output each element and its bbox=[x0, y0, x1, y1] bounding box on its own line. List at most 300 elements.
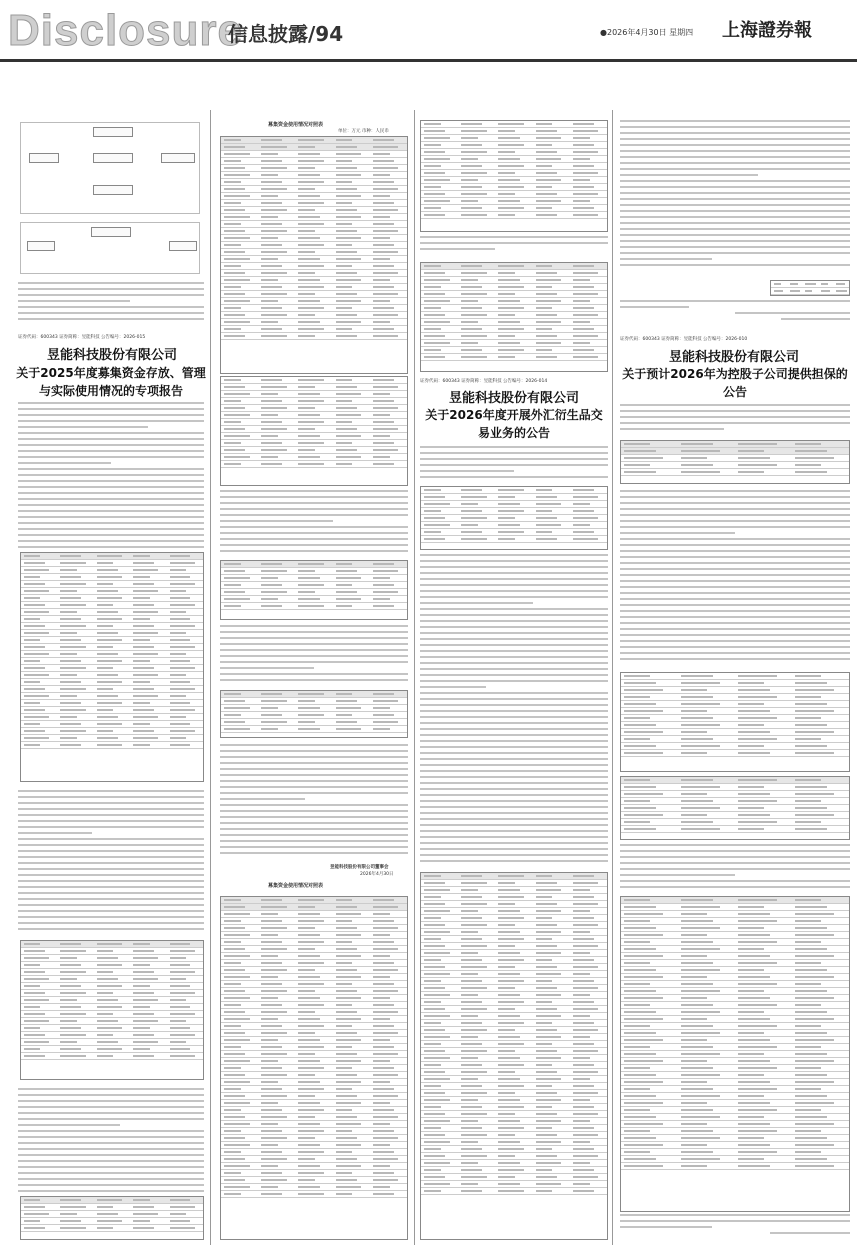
table-cell bbox=[224, 265, 241, 267]
table-cell bbox=[738, 738, 777, 740]
table-cell bbox=[536, 286, 553, 288]
table-cell bbox=[224, 1074, 245, 1076]
table-cell bbox=[133, 688, 154, 690]
table-cell bbox=[536, 910, 562, 912]
table-cell bbox=[298, 400, 324, 402]
table-cell bbox=[624, 689, 663, 691]
table-cell bbox=[261, 188, 287, 190]
table-cell bbox=[573, 517, 599, 519]
table-cell bbox=[536, 510, 553, 512]
table-cell bbox=[373, 1067, 394, 1069]
table-cell bbox=[336, 1144, 362, 1146]
table-cell bbox=[298, 983, 324, 985]
table-cell bbox=[424, 1001, 441, 1003]
table-cell bbox=[498, 1071, 515, 1073]
table-cell bbox=[261, 714, 282, 716]
table-cell bbox=[133, 1206, 154, 1208]
table-cell bbox=[97, 985, 122, 987]
table-cell bbox=[536, 1015, 562, 1017]
table-cell bbox=[573, 1113, 599, 1115]
table-cell bbox=[536, 130, 557, 132]
table-cell bbox=[573, 1064, 594, 1066]
table-cell bbox=[60, 681, 81, 683]
table-cell bbox=[298, 1067, 324, 1069]
table-cell bbox=[24, 1034, 45, 1036]
table-cell bbox=[97, 709, 113, 711]
diagram-node bbox=[27, 241, 55, 251]
table-cell bbox=[60, 618, 81, 620]
table-cell bbox=[738, 948, 764, 950]
table-cell bbox=[424, 1036, 450, 1038]
body-text bbox=[620, 300, 850, 336]
table-cell bbox=[336, 1102, 362, 1104]
table-cell bbox=[261, 707, 278, 709]
table-cell bbox=[224, 314, 245, 316]
table-cell bbox=[624, 941, 650, 943]
table-cell bbox=[573, 896, 594, 898]
table-cell bbox=[24, 611, 49, 613]
table-cell bbox=[624, 731, 663, 733]
table-cell bbox=[133, 964, 149, 966]
body-text bbox=[220, 744, 408, 860]
table-cell bbox=[336, 414, 362, 416]
table-cell bbox=[681, 786, 720, 788]
table-cell bbox=[133, 1055, 154, 1057]
table-cell bbox=[261, 442, 282, 444]
table-cell bbox=[261, 1109, 282, 1111]
table-cell bbox=[170, 1027, 191, 1029]
table-cell bbox=[795, 1011, 827, 1013]
table-cell bbox=[336, 230, 357, 232]
table-cell bbox=[795, 927, 827, 929]
table-cell bbox=[681, 450, 720, 452]
table-cell bbox=[261, 598, 278, 600]
table-cell bbox=[424, 1022, 441, 1024]
table-cell bbox=[336, 1109, 353, 1111]
table-cell bbox=[738, 962, 777, 964]
table-cell bbox=[170, 618, 191, 620]
table-cell bbox=[60, 632, 76, 634]
table-cell bbox=[795, 976, 834, 978]
table-cell bbox=[498, 1162, 519, 1164]
table-cell bbox=[461, 328, 482, 330]
table-cell bbox=[424, 896, 441, 898]
table-cell bbox=[170, 999, 186, 1001]
table-cell bbox=[795, 913, 834, 915]
table-cell bbox=[681, 1088, 713, 1090]
table-cell bbox=[461, 931, 478, 933]
table-cell bbox=[373, 1004, 394, 1006]
table-cell bbox=[336, 244, 353, 246]
table-cell bbox=[573, 924, 599, 926]
table-cell bbox=[261, 400, 282, 402]
table-cell bbox=[573, 524, 590, 526]
table-cell bbox=[795, 990, 827, 992]
table-cell bbox=[498, 1141, 519, 1143]
table-cell bbox=[373, 300, 390, 302]
table-cell bbox=[336, 584, 353, 586]
table-cell bbox=[298, 920, 324, 922]
table-cell bbox=[498, 1127, 524, 1129]
table-cell bbox=[97, 964, 122, 966]
table-cell bbox=[224, 983, 241, 985]
table-cell bbox=[336, 386, 357, 388]
notice-code: 证券代码：600343 证券简称：昱能科技 公告编号：2026-015 bbox=[18, 335, 146, 340]
table-cell bbox=[821, 290, 830, 292]
table-cell bbox=[498, 1078, 519, 1080]
table-cell bbox=[170, 730, 195, 732]
table-cell bbox=[461, 1078, 478, 1080]
table-cell bbox=[24, 737, 49, 739]
table-cell bbox=[24, 950, 45, 952]
table-cell bbox=[573, 966, 599, 968]
table-cell bbox=[224, 920, 241, 922]
table-cell bbox=[224, 598, 250, 600]
table-cell bbox=[336, 216, 362, 218]
table-cell bbox=[224, 927, 245, 929]
table-cell bbox=[170, 964, 191, 966]
table-cell bbox=[298, 1053, 315, 1055]
table-cell bbox=[424, 1176, 445, 1178]
table-cell bbox=[498, 172, 515, 174]
table-cell bbox=[536, 931, 562, 933]
table-cell bbox=[336, 1088, 353, 1090]
table-cell bbox=[738, 1158, 764, 1160]
table-cell bbox=[573, 349, 594, 351]
table-cell bbox=[738, 1144, 770, 1146]
table-cell bbox=[624, 1039, 663, 1041]
table-cell bbox=[170, 1199, 191, 1201]
table-cell bbox=[224, 1018, 250, 1020]
table-cell bbox=[224, 442, 241, 444]
table-cell bbox=[373, 216, 390, 218]
table-cell bbox=[790, 283, 799, 285]
table-cell bbox=[738, 731, 770, 733]
table-cell bbox=[573, 137, 590, 139]
table-cell bbox=[624, 717, 650, 719]
table-cell bbox=[24, 1020, 49, 1022]
table-cell bbox=[573, 1176, 599, 1178]
table-cell bbox=[298, 707, 319, 709]
data-table bbox=[20, 1196, 204, 1240]
table-cell bbox=[498, 1036, 519, 1038]
table-cell bbox=[795, 1039, 834, 1041]
table-cell bbox=[424, 910, 450, 912]
table-cell bbox=[424, 510, 441, 512]
table-cell bbox=[373, 293, 399, 295]
table-cell bbox=[261, 300, 278, 302]
column-divider bbox=[210, 110, 211, 1245]
table-cell bbox=[573, 279, 590, 281]
table-cell bbox=[224, 407, 245, 409]
table-cell bbox=[795, 955, 834, 957]
table-cell bbox=[261, 216, 278, 218]
table-cell bbox=[261, 976, 278, 978]
table-cell bbox=[224, 1039, 250, 1041]
table-cell bbox=[373, 335, 399, 337]
table-cell bbox=[573, 973, 590, 975]
table-cell bbox=[24, 569, 49, 571]
table-cell bbox=[624, 1067, 650, 1069]
table-cell bbox=[24, 695, 49, 697]
table-cell bbox=[424, 1134, 445, 1136]
table-cell bbox=[133, 562, 154, 564]
table-cell bbox=[573, 910, 590, 912]
table-cell bbox=[424, 917, 441, 919]
table-cell bbox=[795, 1004, 821, 1006]
table-cell bbox=[738, 1039, 770, 1041]
table-cell bbox=[373, 1158, 399, 1160]
table-cell bbox=[373, 1095, 399, 1097]
table-cell bbox=[261, 1151, 282, 1153]
table-cell bbox=[224, 570, 245, 572]
table-cell bbox=[624, 997, 663, 999]
table-cell bbox=[24, 744, 40, 746]
table-cell bbox=[498, 994, 519, 996]
table-cell bbox=[298, 1039, 319, 1041]
table-cell bbox=[60, 583, 85, 585]
table-cell bbox=[424, 1092, 445, 1094]
table-cell bbox=[498, 517, 515, 519]
table-cell bbox=[24, 999, 49, 1001]
table-cell bbox=[498, 1113, 515, 1115]
table-cell bbox=[498, 1092, 515, 1094]
table-cell bbox=[373, 721, 399, 723]
table-cell bbox=[336, 407, 357, 409]
table-cell bbox=[498, 1008, 515, 1010]
table-cell bbox=[60, 674, 76, 676]
table-cell bbox=[461, 1127, 482, 1129]
table-cell bbox=[224, 230, 245, 232]
table-cell bbox=[536, 973, 562, 975]
table-cell bbox=[373, 577, 390, 579]
table-cell bbox=[24, 646, 45, 648]
table-cell bbox=[373, 913, 390, 915]
table-cell bbox=[261, 1144, 278, 1146]
table-cell bbox=[373, 1011, 399, 1013]
table-cell bbox=[224, 1067, 241, 1069]
table-cell bbox=[373, 386, 399, 388]
data-table bbox=[20, 552, 204, 782]
table-cell bbox=[461, 924, 487, 926]
table-cell bbox=[133, 1027, 149, 1029]
table-cell bbox=[424, 938, 441, 940]
table-cell bbox=[373, 899, 394, 901]
table-cell bbox=[336, 913, 362, 915]
table-cell bbox=[573, 1183, 590, 1185]
table-cell bbox=[373, 598, 390, 600]
table-cell bbox=[624, 934, 663, 936]
table-cell bbox=[424, 538, 445, 540]
table-cell bbox=[795, 941, 821, 943]
table-cell bbox=[461, 952, 478, 954]
table-cell bbox=[795, 443, 821, 445]
table-cell bbox=[261, 1116, 287, 1118]
table-cell bbox=[261, 1137, 287, 1139]
table-cell bbox=[461, 510, 482, 512]
table-cell bbox=[498, 265, 524, 267]
table-cell bbox=[298, 948, 315, 950]
table-cell bbox=[573, 917, 594, 919]
table-cell bbox=[498, 959, 524, 961]
table-cell bbox=[298, 188, 315, 190]
table-cell bbox=[498, 158, 519, 160]
table-cell bbox=[795, 899, 821, 901]
table-cell bbox=[224, 209, 245, 211]
table-cell bbox=[573, 531, 594, 533]
table-cell bbox=[681, 948, 720, 950]
table-cell bbox=[298, 463, 324, 465]
table-cell bbox=[738, 1011, 764, 1013]
column-divider bbox=[414, 110, 415, 1245]
table-cell bbox=[536, 1120, 562, 1122]
table-cell bbox=[536, 517, 557, 519]
table-cell bbox=[373, 1039, 390, 1041]
table-cell bbox=[681, 779, 713, 781]
table-cell bbox=[498, 335, 515, 337]
table-cell bbox=[298, 927, 315, 929]
table-cell bbox=[298, 1095, 315, 1097]
table-cell bbox=[24, 1013, 45, 1015]
table-cell bbox=[738, 1088, 777, 1090]
table-cell bbox=[624, 1144, 663, 1146]
table-cell bbox=[424, 179, 450, 181]
table-cell bbox=[170, 590, 186, 592]
table-cell bbox=[738, 1025, 777, 1027]
table-cell bbox=[298, 335, 315, 337]
table-cell bbox=[738, 821, 777, 823]
table-cell bbox=[298, 1018, 319, 1020]
table-cell bbox=[624, 800, 650, 802]
table-cell bbox=[424, 123, 441, 125]
table-cell bbox=[536, 158, 562, 160]
table-cell bbox=[298, 258, 319, 260]
table-cell bbox=[573, 1085, 594, 1087]
table-cell bbox=[738, 786, 764, 788]
table-cell bbox=[461, 193, 487, 195]
body-text bbox=[220, 490, 408, 560]
diagram-node bbox=[161, 153, 195, 163]
table-cell bbox=[170, 611, 186, 613]
table-cell bbox=[133, 1041, 158, 1043]
table-cell bbox=[133, 950, 154, 952]
table-cell bbox=[461, 1099, 478, 1101]
table-cell bbox=[336, 393, 362, 395]
table-cell bbox=[261, 314, 287, 316]
table-cell bbox=[298, 153, 319, 155]
table-cell bbox=[795, 696, 821, 698]
table-cell bbox=[336, 899, 353, 901]
table-cell bbox=[24, 1213, 49, 1215]
table-cell bbox=[336, 948, 357, 950]
table-cell bbox=[795, 906, 827, 908]
table-cell bbox=[298, 195, 319, 197]
table-cell bbox=[224, 948, 245, 950]
fund-usage-table-2 bbox=[220, 896, 408, 1240]
table-cell bbox=[170, 695, 186, 697]
table-cell bbox=[536, 987, 557, 989]
table-cell bbox=[624, 745, 656, 747]
table-cell bbox=[624, 1151, 650, 1153]
table-cell bbox=[624, 1074, 656, 1076]
table-cell bbox=[536, 1008, 557, 1010]
table-cell bbox=[24, 1055, 45, 1057]
table-cell bbox=[261, 258, 278, 260]
table-cell bbox=[573, 882, 599, 884]
table-cell bbox=[170, 646, 195, 648]
table-cell bbox=[498, 293, 515, 295]
table-cell bbox=[336, 300, 362, 302]
table-cell bbox=[624, 899, 650, 901]
diagram-node bbox=[93, 127, 133, 137]
data-table bbox=[420, 262, 608, 372]
table-cell bbox=[261, 195, 278, 197]
table-cell bbox=[170, 555, 191, 557]
table-cell bbox=[298, 449, 315, 451]
table-cell bbox=[373, 328, 394, 330]
table-cell bbox=[170, 1048, 191, 1050]
table-cell bbox=[681, 703, 720, 705]
table-cell bbox=[224, 1186, 250, 1188]
table-cell bbox=[373, 321, 390, 323]
table-cell bbox=[536, 1148, 553, 1150]
table-cell bbox=[624, 1088, 650, 1090]
table-cell bbox=[298, 160, 324, 162]
table-cell bbox=[795, 828, 827, 830]
table-cell bbox=[424, 1190, 441, 1192]
table-cell bbox=[298, 421, 324, 423]
table-cell bbox=[97, 562, 113, 564]
table-cell bbox=[461, 342, 478, 344]
table-cell bbox=[336, 1095, 357, 1097]
table-cell bbox=[60, 716, 76, 718]
table-cell bbox=[536, 903, 557, 905]
table-cell bbox=[461, 186, 482, 188]
table-cell bbox=[298, 279, 319, 281]
table-cell bbox=[97, 730, 113, 732]
table-cell bbox=[97, 653, 118, 655]
table-cell bbox=[298, 1172, 324, 1174]
table-cell bbox=[60, 1041, 76, 1043]
table-cell bbox=[498, 973, 519, 975]
table-cell bbox=[60, 957, 76, 959]
table-cell bbox=[424, 924, 445, 926]
table-cell bbox=[498, 1064, 524, 1066]
table-cell bbox=[461, 1134, 487, 1136]
table-cell bbox=[424, 1169, 441, 1171]
table-cell bbox=[261, 223, 282, 225]
table-cell bbox=[336, 927, 357, 929]
table-cell bbox=[224, 386, 245, 388]
table-cell bbox=[170, 744, 191, 746]
table-cell bbox=[298, 714, 324, 716]
table-cell bbox=[373, 728, 390, 730]
table-cell bbox=[573, 994, 590, 996]
table-cell bbox=[681, 1151, 713, 1153]
table-cell bbox=[336, 379, 353, 381]
table-cell bbox=[624, 1116, 656, 1118]
table-cell bbox=[795, 800, 821, 802]
table-cell bbox=[224, 421, 241, 423]
table-cell bbox=[170, 971, 195, 973]
table-cell bbox=[498, 1057, 519, 1059]
table-cell bbox=[795, 1081, 834, 1083]
table-cell bbox=[298, 1004, 324, 1006]
table-cell bbox=[573, 172, 599, 174]
table-cell bbox=[461, 1029, 487, 1031]
table-cell bbox=[170, 950, 195, 952]
table-cell bbox=[373, 997, 390, 999]
